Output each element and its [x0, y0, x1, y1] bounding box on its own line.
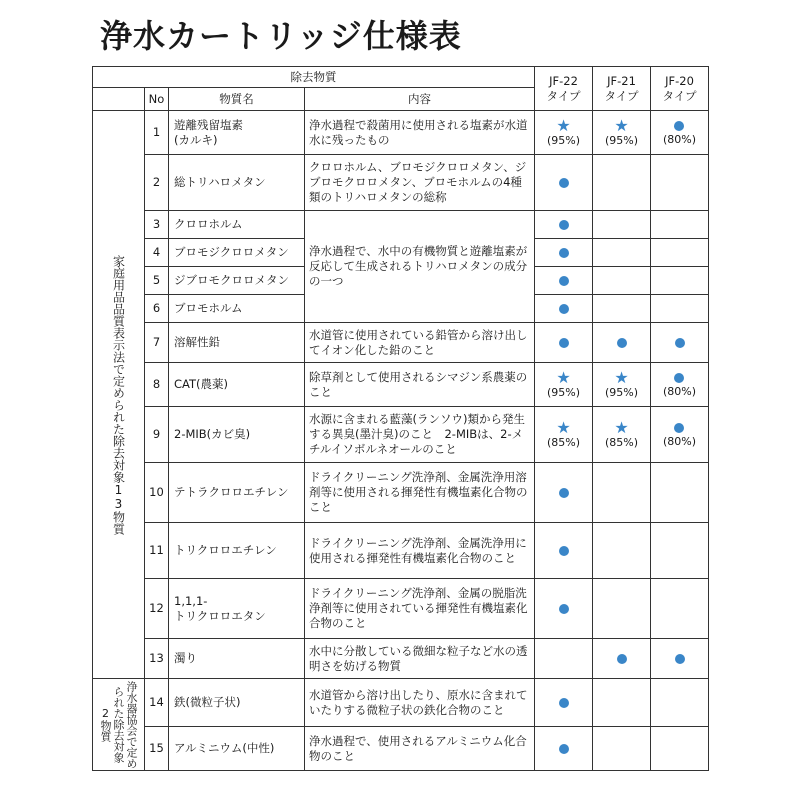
row-number: 8	[145, 363, 169, 407]
mark-cell	[593, 111, 651, 155]
content-description: 水道管に使用されている鉛管から溶け出してイオン化した鉛のこと	[305, 323, 535, 363]
mark	[617, 335, 627, 350]
mark-cell	[593, 239, 651, 267]
mark-cell	[651, 679, 709, 727]
dot-icon	[559, 698, 569, 708]
mark	[559, 273, 569, 288]
table-row	[93, 463, 709, 523]
substance-name: 2-MIB(カビ臭)	[169, 407, 305, 463]
star-icon: ★	[614, 367, 629, 387]
mark-cell	[535, 579, 593, 639]
row-number: 1	[145, 111, 169, 155]
mark-cell	[651, 639, 709, 679]
substance-name: 溶解性鉛	[169, 323, 305, 363]
mark-cell	[535, 523, 593, 579]
row-number: 11	[145, 523, 169, 579]
mark-cell	[593, 407, 651, 463]
mark	[559, 335, 569, 350]
substance-name: 鉄(微粒子状)	[169, 679, 305, 727]
header-type-jf20: JF-20 タイプ	[651, 67, 709, 111]
mark-cell	[535, 267, 593, 295]
star-icon: ★	[556, 367, 571, 387]
removal-rate: (95%)	[546, 133, 581, 147]
substance-name: 遊離残留塩素 (カルキ)	[169, 111, 305, 155]
removal-rate: (80%)	[662, 133, 697, 146]
mark-cell	[651, 267, 709, 295]
content-description: 浄水過程で、使用されるアルミニウム化合物のこと	[305, 727, 535, 771]
mark	[546, 115, 581, 147]
table-row	[93, 523, 709, 579]
mark-cell	[593, 211, 651, 239]
mark-cell	[593, 295, 651, 323]
header-blank	[93, 88, 145, 111]
star-icon: ★	[614, 115, 629, 135]
mark	[604, 417, 639, 449]
table-row	[93, 211, 709, 239]
row-number: 15	[145, 727, 169, 771]
table-row	[93, 407, 709, 463]
mark	[559, 695, 569, 710]
mark-cell	[651, 463, 709, 523]
dot-icon	[617, 338, 627, 348]
mark-cell	[535, 727, 593, 771]
mark-cell	[535, 239, 593, 267]
substance-name: CAT(農薬)	[169, 363, 305, 407]
mark	[604, 367, 639, 399]
table-row	[93, 155, 709, 211]
table-row	[93, 727, 709, 771]
mark	[559, 601, 569, 616]
row-number: 13	[145, 639, 169, 679]
dot-icon	[674, 423, 684, 433]
removal-rate: (80%)	[662, 385, 697, 398]
dot-icon	[675, 338, 685, 348]
dot-icon	[559, 304, 569, 314]
mark	[546, 367, 581, 399]
substance-name: アルミニウム(中性)	[169, 727, 305, 771]
row-number: 14	[145, 679, 169, 727]
mark-cell	[651, 523, 709, 579]
dot-icon	[674, 373, 684, 383]
row-number: 10	[145, 463, 169, 523]
content-description: 水道管から溶け出したり、原水に含まれていたりする微粒子状の鉄化合物のこと	[305, 679, 535, 727]
substance-name: 1,1,1- トリクロロエタン	[169, 579, 305, 639]
row-number: 6	[145, 295, 169, 323]
dot-icon	[559, 276, 569, 286]
content-description: ドライクリーニング洗浄剤、金属洗浄用に使用される揮発性有機塩素化合物のこと	[305, 523, 535, 579]
mark-cell	[535, 111, 593, 155]
mark	[617, 651, 627, 666]
mark	[675, 651, 685, 666]
mark-cell	[651, 363, 709, 407]
mark-cell	[651, 579, 709, 639]
mark-cell	[535, 679, 593, 727]
mark-cell	[535, 463, 593, 523]
star-icon: ★	[614, 417, 629, 437]
row-number: 9	[145, 407, 169, 463]
substance-name: ブロモジクロロメタン	[169, 239, 305, 267]
mark	[559, 175, 569, 190]
table-row	[93, 363, 709, 407]
dot-icon	[559, 338, 569, 348]
dot-icon	[559, 744, 569, 754]
dot-icon	[559, 488, 569, 498]
dot-icon	[559, 604, 569, 614]
mark-cell	[651, 111, 709, 155]
star-icon: ★	[556, 115, 571, 135]
mark	[559, 485, 569, 500]
row-number: 12	[145, 579, 169, 639]
mark-cell	[535, 363, 593, 407]
mark-cell	[535, 295, 593, 323]
removal-rate: (80%)	[662, 435, 697, 448]
substance-name: ジブロモクロロメタン	[169, 267, 305, 295]
mark	[559, 217, 569, 232]
mark-cell	[593, 639, 651, 679]
content-description: クロロホルム、ブロモジクロロメタン、ジブロモクロロメタン、ブロモホルムの4種類のトリハロメタンの総称	[305, 155, 535, 211]
content-description: 除草剤として使用されるシマジン系農薬のこと	[305, 363, 535, 407]
header-group: 除去物質	[93, 67, 535, 88]
mark-cell	[593, 323, 651, 363]
mark-cell	[593, 267, 651, 295]
dot-icon	[675, 654, 685, 664]
spec-table	[92, 66, 709, 771]
row-number: 3	[145, 211, 169, 239]
table-row	[93, 323, 709, 363]
row-number: 4	[145, 239, 169, 267]
table-row	[93, 639, 709, 679]
substance-name: ブロモホルム	[169, 295, 305, 323]
mark-cell	[535, 211, 593, 239]
table-row	[93, 111, 709, 155]
header-type-jf21: JF-21 タイプ	[593, 67, 651, 111]
substance-name: 濁り	[169, 639, 305, 679]
header-type-jf22: JF-22 タイプ	[535, 67, 593, 111]
mark	[546, 417, 581, 449]
mark-cell	[535, 407, 593, 463]
row-number: 5	[145, 267, 169, 295]
mark-cell	[651, 239, 709, 267]
substance-name: トリクロロエチレン	[169, 523, 305, 579]
header-substance: 物質名	[169, 88, 305, 111]
content-description: 浄水過程で殺菌用に使用される塩素が水道水に残ったもの	[305, 111, 535, 155]
row-number: 2	[145, 155, 169, 211]
group-label: 浄水器協会で定められた除去対象2物質	[99, 680, 138, 769]
content-description: ドライクリーニング洗浄剤、金属の脱脂洗浄剤等に使用されている揮発性有機塩素化合物のこと	[305, 579, 535, 639]
dot-icon	[617, 654, 627, 664]
star-icon: ★	[556, 417, 571, 437]
substance-name: 総トリハロメタン	[169, 155, 305, 211]
substance-name: クロロホルム	[169, 211, 305, 239]
removal-rate: (95%)	[546, 385, 581, 399]
mark	[559, 245, 569, 260]
content-description: ドライクリーニング洗浄剤、金属洗浄用溶剤等に使用される揮発性有機塩素化合物のこと	[305, 463, 535, 523]
mark	[559, 741, 569, 756]
removal-rate: (95%)	[604, 133, 639, 147]
group-label-cell	[93, 111, 145, 679]
mark-cell	[651, 155, 709, 211]
content-description: 浄水過程で、水中の有機物質と遊離塩素が反応して生成されるトリハロメタンの成分の一つ	[305, 211, 535, 323]
mark-cell	[593, 155, 651, 211]
mark-cell	[593, 579, 651, 639]
mark-cell	[593, 679, 651, 727]
mark	[663, 420, 696, 448]
mark-cell	[535, 323, 593, 363]
mark-cell	[651, 727, 709, 771]
mark-cell	[593, 463, 651, 523]
mark-cell	[593, 523, 651, 579]
table-row	[93, 579, 709, 639]
mark-cell	[535, 155, 593, 211]
mark	[604, 115, 639, 147]
group-label: 家庭用品品質表示法で定められた除去対象13物質	[111, 254, 126, 535]
mark-cell	[651, 407, 709, 463]
removal-rate: (85%)	[604, 435, 639, 449]
substance-name: テトラクロロエチレン	[169, 463, 305, 523]
dot-icon	[674, 121, 684, 131]
mark-cell	[651, 211, 709, 239]
dot-icon	[559, 220, 569, 230]
mark	[675, 335, 685, 350]
dot-icon	[559, 546, 569, 556]
mark	[663, 118, 696, 146]
table-row	[93, 679, 709, 727]
mark	[559, 301, 569, 316]
dot-icon	[559, 248, 569, 258]
group-label-cell	[93, 679, 145, 771]
header-content: 内容	[305, 88, 535, 111]
removal-rate: (85%)	[546, 435, 581, 449]
mark-cell	[535, 639, 593, 679]
dot-icon	[559, 178, 569, 188]
removal-rate: (95%)	[604, 385, 639, 399]
mark-cell	[651, 295, 709, 323]
mark-cell	[651, 323, 709, 363]
mark-cell	[593, 727, 651, 771]
row-number: 7	[145, 323, 169, 363]
mark-cell	[593, 363, 651, 407]
content-description: 水中に分散している微細な粒子など水の透明さを妨げる物質	[305, 639, 535, 679]
header-no: No	[145, 88, 169, 111]
content-description: 水源に含まれる藍藻(ランソウ)類から発生する異臭(墨汁臭)のこと 2-MIBは、2-メチルイソボルネオールのこと	[305, 407, 535, 463]
mark	[663, 370, 696, 398]
mark	[559, 543, 569, 558]
page-title: 浄水カートリッジ仕様表	[100, 17, 462, 55]
